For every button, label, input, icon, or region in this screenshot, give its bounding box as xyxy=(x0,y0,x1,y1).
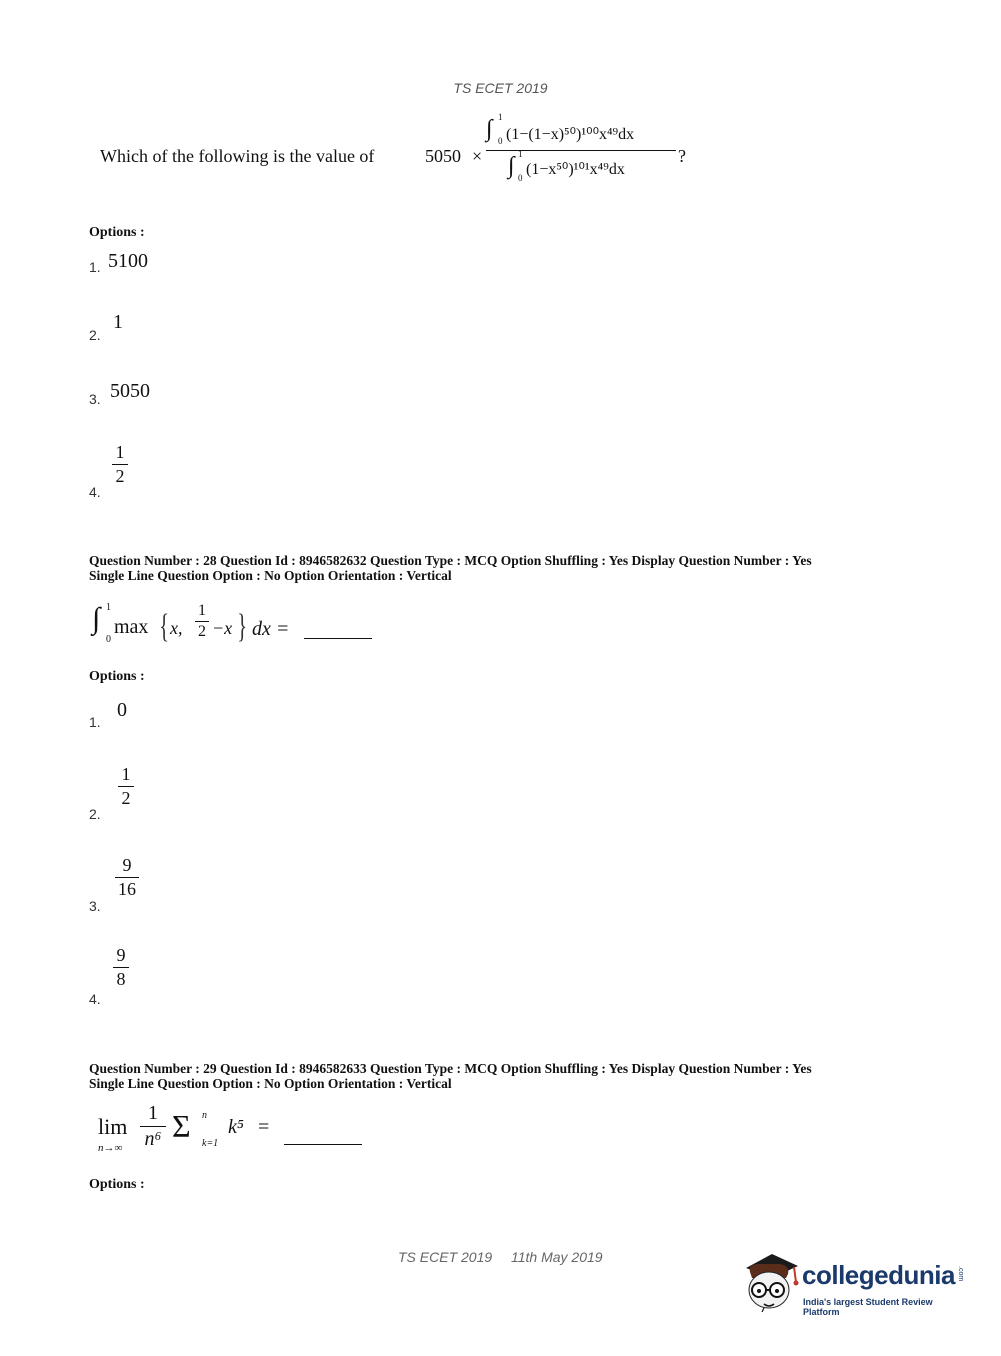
question-29-meta-line1: Question Number : 29 Question Id : 8946582633 Question Type : MCQ Option Shuffling : Yes Display Question Number : Yes xyxy=(89,1061,812,1076)
integral-sign: ∫ xyxy=(508,153,515,179)
integral-sign: ∫ xyxy=(92,602,101,635)
integral-upper-bound: 1 xyxy=(498,112,503,122)
fraction-numerator: 1 xyxy=(115,442,125,462)
question-27-denominator: (1−x⁵⁰)¹⁰¹x⁴⁹dx xyxy=(526,161,625,178)
answer-blank xyxy=(284,1134,362,1145)
page-header-title: TS ECET 2019 xyxy=(453,80,548,96)
option-number: 3. xyxy=(89,898,101,914)
question-28-meta-line1: Question Number : 28 Question Id : 8946582632 Question Type : MCQ Option Shuffling : Yes Display Question Number : Yes xyxy=(89,553,812,568)
question-28-meta-line2: Single Line Question Option : No Option Orientation : Vertical xyxy=(89,568,452,583)
expr-x: x, xyxy=(170,618,183,638)
fraction-bar xyxy=(140,1126,166,1127)
integral-lower-bound: 0 xyxy=(498,136,503,146)
limit-operator: lim xyxy=(98,1114,128,1139)
fraction-bar xyxy=(195,621,209,622)
option-fraction xyxy=(115,855,139,900)
option-number: 3. xyxy=(89,391,101,407)
fraction-numerator: 9 xyxy=(116,945,126,965)
brand-tagline: India's largest Student Review Platform xyxy=(803,1297,933,1317)
option-number: 2. xyxy=(89,327,101,343)
fraction-numerator: 1 xyxy=(148,1102,158,1124)
mascot-icon xyxy=(740,1250,802,1314)
fraction-denominator: 2 xyxy=(121,788,131,808)
fraction-denominator: 16 xyxy=(118,879,136,899)
footer-exam: TS ECET 2019 xyxy=(398,1249,493,1265)
summation-sign: Σ xyxy=(172,1108,191,1144)
integral-sign: ∫ xyxy=(486,116,493,142)
max-function: max xyxy=(114,616,149,638)
brand-tld: .com xyxy=(957,1266,964,1282)
fraction-denominator: 8 xyxy=(116,969,126,989)
fraction-numerator: 1 xyxy=(121,764,131,784)
option-fraction xyxy=(113,945,129,990)
option-value: 1 xyxy=(113,311,123,333)
integral-upper-bound: 1 xyxy=(518,149,523,159)
fraction-numerator: 9 xyxy=(122,855,132,875)
fraction-denominator: 2 xyxy=(198,623,206,640)
right-brace: } xyxy=(237,608,248,645)
option-fraction xyxy=(118,764,134,809)
fraction-bar xyxy=(112,464,128,465)
left-brace: { xyxy=(159,608,170,645)
question-28-expression xyxy=(92,600,392,660)
expr-fraction xyxy=(140,1102,166,1151)
fraction-bar xyxy=(113,967,129,968)
equals-sign: = xyxy=(258,1116,270,1138)
expr-minus-x: −x xyxy=(212,618,233,638)
collegedunia-logo[interactable] xyxy=(740,1250,970,1320)
summation-term: k⁵ xyxy=(228,1116,244,1138)
question-27-coefficient: 5050 xyxy=(425,146,461,166)
option-value: 0 xyxy=(117,699,127,721)
integral-upper-bound: 1 xyxy=(106,602,111,613)
footer-date: 11th May 2019 xyxy=(511,1249,603,1265)
summation-lower: k=1 xyxy=(202,1138,219,1149)
option-number: 4. xyxy=(89,484,101,500)
expr-fraction xyxy=(195,602,209,641)
limit-subscript: n→∞ xyxy=(98,1142,123,1154)
fraction-bar xyxy=(118,786,134,787)
question-29-expression xyxy=(96,1100,396,1160)
option-number: 2. xyxy=(89,806,101,822)
question-29-meta-line2: Single Line Question Option : No Option Orientation : Vertical xyxy=(89,1076,452,1091)
fraction-numerator: 1 xyxy=(198,602,206,619)
expr-dx: dx = xyxy=(252,618,290,640)
integral-lower-bound: 0 xyxy=(518,173,523,183)
fraction-denominator: n⁶ xyxy=(144,1128,162,1150)
fraction-denominator: 2 xyxy=(115,466,125,486)
option-value: 5100 xyxy=(108,250,148,272)
brand-name: collegedunia xyxy=(802,1260,955,1290)
question-27-text: Which of the following is the value of xyxy=(100,146,375,166)
options-label: Options : xyxy=(89,225,145,240)
integral-lower-bound: 0 xyxy=(106,634,111,645)
question-27-question-mark: ? xyxy=(678,146,686,166)
question-27-numerator: (1−(1−x)⁵⁰)¹⁰⁰x⁴⁹dx xyxy=(506,126,635,143)
option-number: 4. xyxy=(89,991,101,1007)
option-fraction xyxy=(112,442,128,487)
question-27-fraction xyxy=(486,112,681,185)
options-label: Options : xyxy=(89,669,145,684)
question-27-times: × xyxy=(472,146,483,166)
summation-upper: n xyxy=(202,1110,207,1121)
fraction-bar xyxy=(115,877,139,878)
answer-blank xyxy=(304,628,372,639)
option-value: 5050 xyxy=(110,380,150,402)
options-label: Options : xyxy=(89,1177,145,1192)
option-number: 1. xyxy=(89,714,101,730)
option-number: 1. xyxy=(89,259,101,275)
